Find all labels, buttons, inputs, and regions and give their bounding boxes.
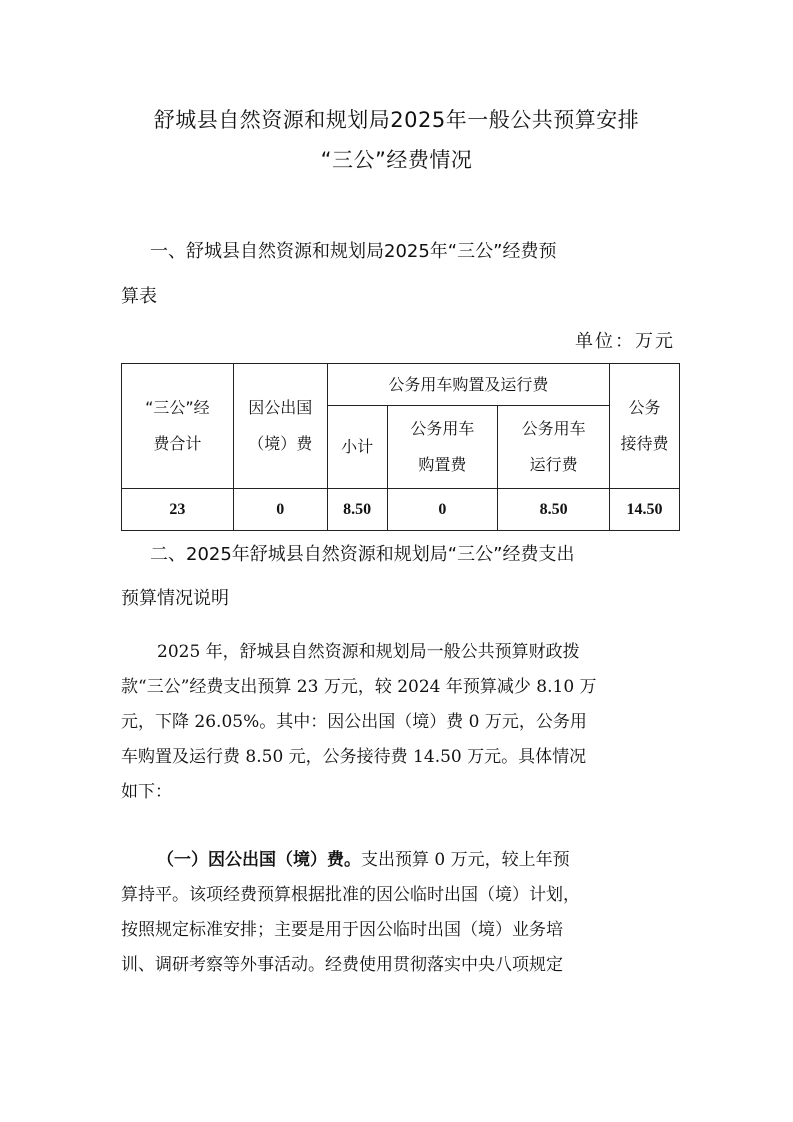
- paragraph-summary-line1: 2025 年，舒城县自然资源和规划局一般公共预算财政拨: [157, 642, 580, 662]
- paragraph-summary: [121, 635, 681, 810]
- paragraph-abroad: [121, 843, 681, 983]
- budget-table: [121, 363, 680, 531]
- header-abroad: [233, 364, 327, 489]
- paragraph-abroad-line2: 算持平。该项经费预算根据批准的因公临时出国（境）计划，: [121, 885, 580, 905]
- header-purchase-line1: 公务用车: [410, 419, 475, 438]
- header-vehicle: 公务用车购置及运行费: [327, 364, 609, 406]
- paragraph-abroad-line3: 按照规定标准安排；主要是用于因公临时出国（境）业务培: [121, 920, 563, 940]
- paragraph-abroad-line4: 训、调研考察等外事活动。经费使用贯彻落实中央八项规定: [121, 955, 563, 975]
- section1-heading-line2: 算表: [121, 286, 157, 307]
- header-subtotal: 小计: [327, 406, 387, 489]
- table-header-row: [122, 364, 680, 406]
- header-purchase-line2: 购置费: [418, 455, 467, 474]
- paragraph-summary-line3: 元，下降 26.05%。其中：因公出国（境）费 0 万元，公务用: [121, 712, 587, 732]
- paragraph-abroad-lead: （一）因公出国（境）费。: [157, 850, 361, 870]
- header-total-line2: 费合计: [153, 434, 202, 453]
- value-total: 23: [122, 489, 234, 531]
- unit-label: 单位：万元: [575, 331, 675, 352]
- value-vehicle-purchase: 0: [387, 489, 498, 531]
- paragraph-abroad-line1: [121, 843, 681, 878]
- header-abroad-line2: （境）费: [248, 434, 313, 453]
- header-total: [122, 364, 234, 489]
- header-total-line1: “三公”经: [145, 398, 210, 417]
- paragraph-summary-line4: 车购置及运行费 8.50 元，公务接待费 14.50 万元。具体情况: [121, 747, 587, 767]
- header-operation-line2: 运行费: [529, 455, 578, 474]
- table-row: [122, 489, 680, 531]
- value-vehicle-subtotal: 8.50: [327, 489, 387, 531]
- header-operation-line1: 公务用车: [521, 419, 586, 438]
- section1-heading-line1: 一、舒城县自然资源和规划局2025年“三公”经费预: [150, 241, 557, 262]
- header-reception-line1: 公务: [628, 398, 661, 417]
- section2-heading-line2: 预算情况说明: [121, 588, 229, 609]
- header-reception: [610, 364, 680, 489]
- header-operation: [498, 406, 610, 489]
- paragraph-abroad-line1-rest: 支出预算 0 万元，较上年预: [361, 850, 570, 870]
- header-reception-line2: 接待费: [620, 434, 669, 453]
- document-title-line2: “三公”经费情况: [320, 148, 473, 172]
- value-reception: 14.50: [610, 489, 680, 531]
- value-abroad: 0: [233, 489, 327, 531]
- header-abroad-line1: 因公出国: [248, 398, 313, 417]
- header-purchase: [387, 406, 498, 489]
- document-title-line1: 舒城县自然资源和规划局2025年一般公共预算安排: [153, 108, 640, 132]
- paragraph-summary-line5: 如下：: [121, 782, 172, 802]
- value-vehicle-operation: 8.50: [498, 489, 610, 531]
- section2-heading-line1: 二、2025年舒城县自然资源和规划局“三公”经费支出: [150, 544, 575, 565]
- paragraph-summary-line2: 款“三公”经费支出预算 23 万元，较 2024 年预算减少 8.10 万: [121, 677, 597, 697]
